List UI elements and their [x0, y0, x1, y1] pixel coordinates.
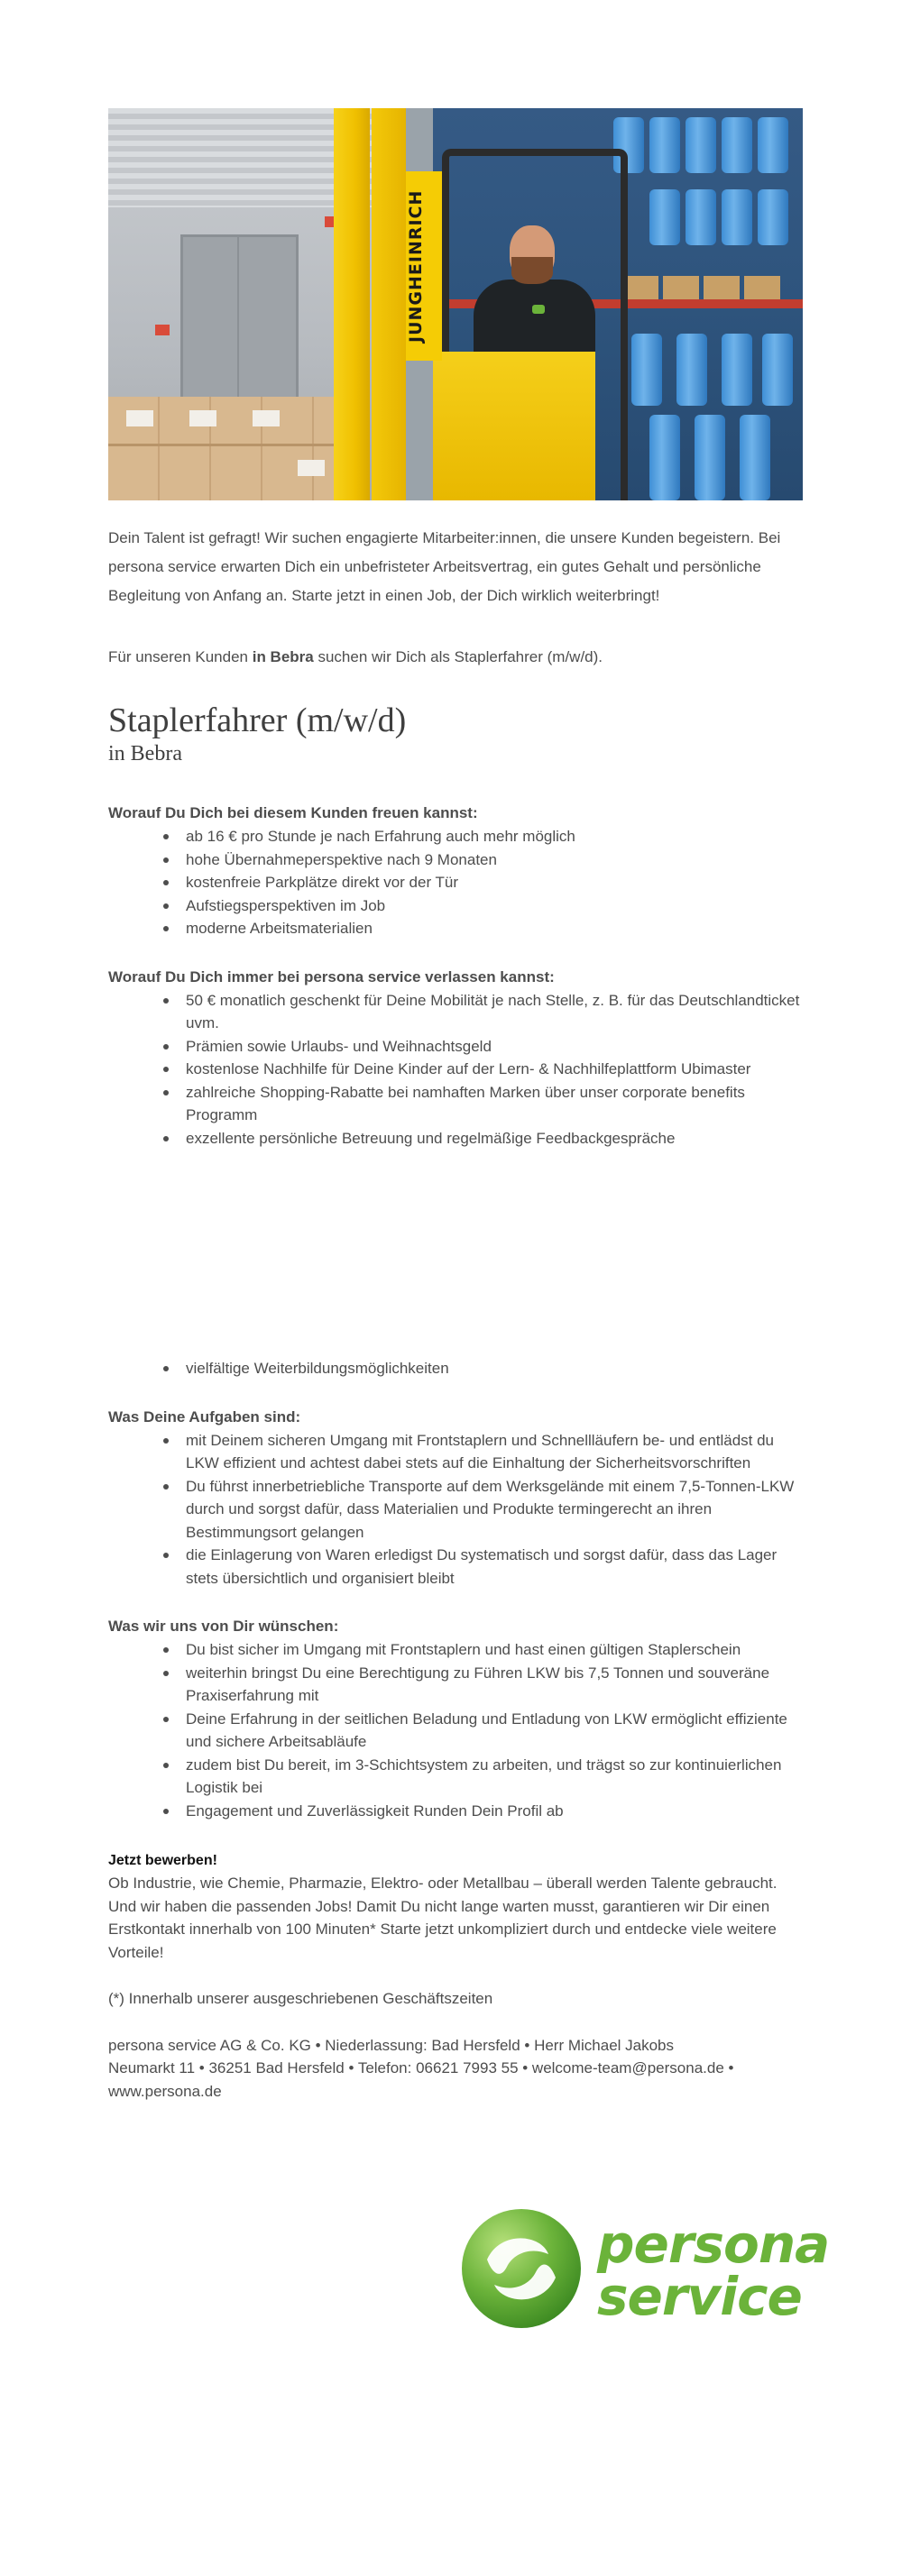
logo-word-service: service — [597, 2266, 802, 2327]
list-item: ab 16 € pro Stunde je nach Erfahrung auch mehr möglich — [186, 825, 803, 848]
list-item: Du bist sicher im Umgang mit Frontstaplern und hast einen gültigen Staplerschein — [186, 1638, 803, 1662]
persona-service-logo — [460, 2207, 848, 2342]
list-item: Deine Erfahrung in der seitlichen Beladung und Entladung von LKW ermöglicht effiziente und sichere Arbeitsabläufe — [186, 1708, 803, 1754]
apply-section — [108, 1849, 803, 1964]
client-benefits-heading: Worauf Du Dich bei diesem Kunden freuen kannst: — [108, 804, 478, 821]
list-item: zudem bist Du bereit, im 3-Schichtsystem zu arbeiten, und trägst so zur kontinuierlichen Logistik bei — [186, 1754, 803, 1800]
persona-benefits-heading: Worauf Du Dich immer bei persona service verlassen kannst: — [108, 967, 555, 985]
business-hours-footnote: (*) Innerhalb unserer ausgeschriebenen Geschäftszeiten — [108, 1990, 493, 2007]
client-suffix: suchen wir Dich als Staplerfahrer (m/w/d). — [313, 648, 603, 665]
tasks-section — [108, 1406, 803, 1591]
job-location: in Bebra — [108, 742, 182, 765]
client-benefits-list — [108, 825, 803, 940]
contact-block — [108, 2034, 803, 2104]
tasks-list — [108, 1429, 803, 1591]
list-item: die Einlagerung von Waren erledigst Du systematisch und sorgst dafür, dass das Lager stets übersichtlich und organisiert bleibt — [186, 1544, 803, 1590]
blank-gap — [108, 1150, 803, 1357]
requirements-section — [108, 1615, 803, 1822]
list-item: Engagement und Zuverlässigkeit Runden Dein Profil ab — [186, 1800, 803, 1823]
list-item: kostenfreie Parkplätze direkt vor der Tür — [186, 871, 803, 894]
persona-benefits-list — [108, 989, 803, 1150]
list-item: kostenlose Nachhilfe für Deine Kinder auf der Lern- & Nachhilfeplattform Ubimaster — [186, 1058, 803, 1081]
intro-paragraph: Dein Talent ist gefragt! Wir suchen engagierte Mitarbeiter:innen, die unsere Kunden begeistern. Bei persona service erwarten Dich ein unbefristeter Arbeitsvertrag, ein gutes Gehalt und persönliche Begleitung von Anfang an. Starte jetzt in einen Job, der Dich wirklich weiterbringt! — [108, 529, 781, 604]
list-item: moderne Arbeitsmaterialien — [186, 917, 803, 940]
list-item: Prämien sowie Urlaubs- und Weihnachtsgeld — [186, 1035, 803, 1059]
persona-benefits-list-continued — [108, 1357, 803, 1380]
forklift-brand-text: JUNGHEINRICH — [406, 171, 442, 361]
logo-word-persona: persona — [597, 2214, 830, 2275]
list-item: Aufstiegsperspektiven im Job — [186, 894, 803, 918]
hero-photo-forklift — [108, 108, 803, 500]
job-title: Staplerfahrer (m/w/d) — [108, 701, 407, 739]
list-item: exzellente persönliche Betreuung und regelmäßige Feedbackgespräche — [186, 1127, 803, 1150]
client-sentence — [108, 645, 803, 670]
job-posting — [108, 108, 803, 2103]
list-item: Du führst innerbetriebliche Transporte auf dem Werksgelände mit einem 7,5-Tonnen-LKW durch und sorgst dafür, dass Materialien und Produkte termingerecht an ihren Bestimmungsort gelangen — [186, 1475, 803, 1545]
contact-line-company: persona service AG & Co. KG • Niederlassung: Bad Hersfeld • Herr Michael Jakobs — [108, 2036, 675, 2054]
list-item: weiterhin bringst Du eine Berechtigung zu Führen LKW bis 7,5 Tonnen und souveräne Praxiserfahrung mit — [186, 1662, 803, 1708]
logo-wordmark — [597, 2214, 830, 2327]
contact-line-address: Neumarkt 11 • 36251 Bad Hersfeld • Telefon: 06621 7993 55 • welcome-team@persona.de • — [108, 2059, 734, 2076]
list-item: hohe Übernahmeperspektive nach 9 Monaten — [186, 848, 803, 872]
persona-logo-icon — [460, 2207, 583, 2330]
requirements-list — [108, 1638, 803, 1822]
apply-heading: Jetzt bewerben! — [108, 1853, 217, 1868]
list-item: zahlreiche Shopping-Rabatte bei namhaften Marken über unser corporate benefits Programm — [186, 1081, 803, 1127]
list-item: vielfältige Weiterbildungsmöglichkeiten — [186, 1357, 803, 1380]
tasks-heading: Was Deine Aufgaben sind: — [108, 1407, 301, 1426]
client-benefits-section — [108, 802, 803, 940]
contact-line-website: www.persona.de — [108, 2082, 222, 2100]
persona-benefits-section — [108, 966, 803, 1380]
apply-text: Ob Industrie, wie Chemie, Pharmazie, Elektro- oder Metallbau – überall werden Talente gebraucht. Und wir haben die passenden Jobs! Damit Du nicht lange warten musst, garantieren wir Dir einen Erstkontakt innerhalb von 100 Minuten* Starte jetzt unkompliziert durch und entdecke viele weitere Vorteile! — [108, 1875, 778, 1961]
list-item: 50 € monatlich geschenkt für Deine Mobilität je nach Stelle, z. B. für das Deutschlandticket uvm. — [186, 989, 803, 1035]
client-location: in Bebra — [252, 648, 314, 665]
list-item: mit Deinem sicheren Umgang mit Frontstaplern und Schnellläufern be- und entlädst du LKW effizient und achtest dabei stets auf die Einhaltung der Sicherheitsvorschriften — [186, 1429, 803, 1475]
requirements-heading: Was wir uns von Dir wünschen: — [108, 1618, 339, 1635]
client-prefix: Für unseren Kunden — [108, 648, 253, 665]
